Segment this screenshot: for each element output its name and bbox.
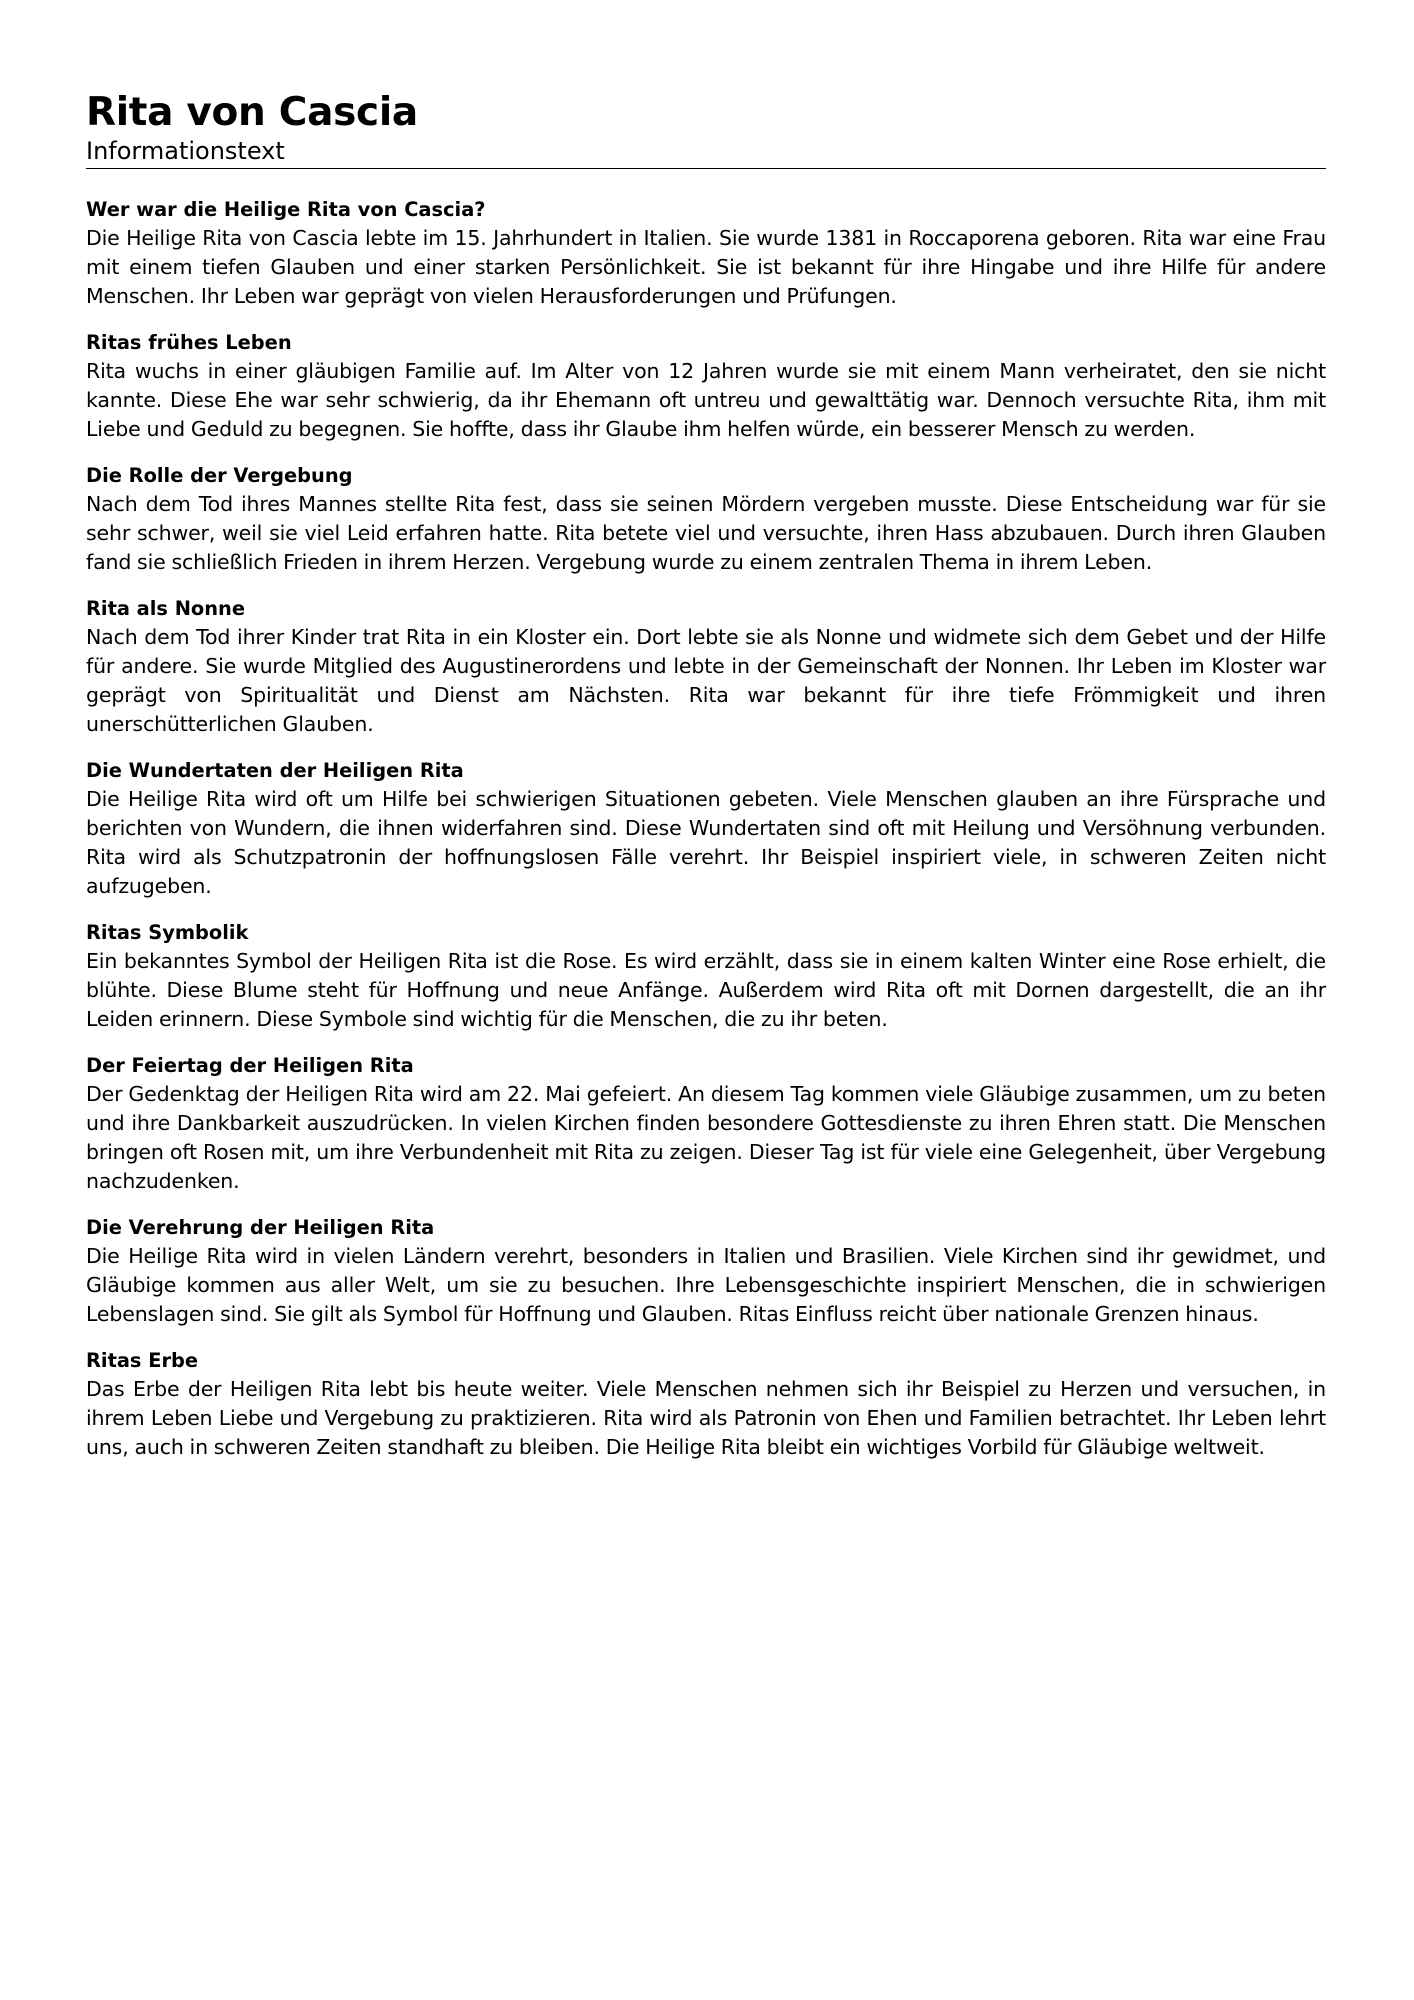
section-rita-als-nonne bbox=[86, 594, 1326, 739]
section-paragraph: Die Heilige Rita wird oft um Hilfe bei schwierigen Situationen gebeten. Viele Menschen glauben an ihre Fürsprache und berichten von Wundern, die ihnen widerfahren sind. Diese Wundertaten sind oft mit Heilung und Versöhnung verbunden. Rita wird als Schutzpatronin der hoffnungslosen Fälle verehrt. Ihr Beispiel inspiriert viele, in schweren Zeiten nicht aufzugeben. bbox=[86, 787, 1326, 898]
section-heading: Der Feiertag der Heiligen Rita bbox=[86, 1054, 414, 1077]
section-paragraph: Der Gedenktag der Heiligen Rita wird am 22. Mai gefeiert. An diesem Tag kommen viele Gläubige zusammen, um zu beten und ihre Dankbarkeit auszudrücken. In vielen Kirchen finden besondere Gottesdienste zu ihren Ehren statt. Die Menschen bringen oft Rosen mit, um ihre Verbundenheit mit Rita zu zeigen. Dieser Tag ist für viele eine Gelegenheit, über Vergebung nachzudenken. bbox=[86, 1082, 1326, 1193]
section-paragraph: Nach dem Tod ihres Mannes stellte Rita fest, dass sie seinen Mördern vergeben musste. Diese Entscheidung war für sie sehr schwer, weil sie viel Leid erfahren hatte. Rita betete viel und versuchte, ihren Hass abzubauen. Durch ihren Glauben fand sie schließlich Frieden in ihrem Herzen. Vergebung wurde zu einem zentralen Thema in ihrem Leben. bbox=[86, 492, 1326, 574]
section-wundertaten bbox=[86, 756, 1326, 901]
document-subtitle: Informationstext bbox=[86, 136, 1326, 169]
section-paragraph: Ein bekanntes Symbol der Heiligen Rita ist die Rose. Es wird erzählt, dass sie in einem kalten Winter eine Rose erhielt, die blühte. Diese Blume steht für Hoffnung und neue Anfänge. Außerdem wird Rita oft mit Dornen dargestellt, die an ihr Leiden erinnern. Diese Symbole sind wichtig für die Menschen, die zu ihr beten. bbox=[86, 949, 1326, 1031]
section-heading: Wer war die Heilige Rita von Cascia? bbox=[86, 198, 486, 221]
section-rolle-der-vergebung bbox=[86, 461, 1326, 577]
section-heading: Rita als Nonne bbox=[86, 597, 246, 620]
section-feiertag bbox=[86, 1051, 1326, 1196]
section-wer-war-rita bbox=[86, 195, 1326, 311]
document-content bbox=[86, 195, 1326, 1462]
section-erbe bbox=[86, 1346, 1326, 1462]
section-heading: Die Wundertaten der Heiligen Rita bbox=[86, 759, 464, 782]
section-paragraph: Die Heilige Rita von Cascia lebte im 15. Jahrhundert in Italien. Sie wurde 1381 in Roccaporena geboren. Rita war eine Frau mit einem tiefen Glauben und einer starken Persönlichkeit. Sie ist bekannt für ihre Hingabe und ihre Hilfe für andere Menschen. Ihr Leben war geprägt von vielen Herausforderungen und Prüfungen. bbox=[86, 226, 1326, 308]
document-title: Rita von Cascia bbox=[86, 90, 418, 135]
section-paragraph: Nach dem Tod ihrer Kinder trat Rita in ein Kloster ein. Dort lebte sie als Nonne und widmete sich dem Gebet und der Hilfe für andere. Sie wurde Mitglied des Augustinerordens und lebte in der Gemeinschaft der Nonnen. Ihr Leben im Kloster war geprägt von Spiritualität und Dienst am Nächsten. Rita war bekannt für ihre tiefe Frömmigkeit und ihren unerschütterlichen Glauben. bbox=[86, 625, 1326, 736]
section-heading: Ritas frühes Leben bbox=[86, 331, 292, 354]
section-heading: Die Rolle der Vergebung bbox=[86, 464, 353, 487]
section-heading: Die Verehrung der Heiligen Rita bbox=[86, 1216, 435, 1239]
section-paragraph: Rita wuchs in einer gläubigen Familie auf. Im Alter von 12 Jahren wurde sie mit einem Mann verheiratet, den sie nicht kannte. Diese Ehe war sehr schwierig, da ihr Ehemann oft untreu und gewalttätig war. Dennoch versuchte Rita, ihm mit Liebe und Geduld zu begegnen. Sie hoffte, dass ihr Glaube ihm helfen würde, ein besserer Mensch zu werden. bbox=[86, 359, 1326, 441]
section-paragraph: Das Erbe der Heiligen Rita lebt bis heute weiter. Viele Menschen nehmen sich ihr Beispiel zu Herzen und versuchen, in ihrem Leben Liebe und Vergebung zu praktizieren. Rita wird als Patronin von Ehen und Familien betrachtet. Ihr Leben lehrt uns, auch in schweren Zeiten standhaft zu bleiben. Die Heilige Rita bleibt ein wichtiges Vorbild für Gläubige weltweit. bbox=[86, 1377, 1326, 1459]
section-fruehes-leben bbox=[86, 328, 1326, 444]
section-heading: Ritas Symbolik bbox=[86, 921, 249, 944]
section-paragraph: Die Heilige Rita wird in vielen Ländern verehrt, besonders in Italien und Brasilien. Viele Kirchen sind ihr gewidmet, und Gläubige kommen aus aller Welt, um sie zu besuchen. Ihre Lebensgeschichte inspiriert Menschen, die in schwierigen Lebenslagen sind. Sie gilt als Symbol für Hoffnung und Glauben. Ritas Einfluss reicht über nationale Grenzen hinaus. bbox=[86, 1244, 1326, 1326]
section-verehrung bbox=[86, 1213, 1326, 1329]
section-heading: Ritas Erbe bbox=[86, 1349, 199, 1372]
document-page bbox=[86, 90, 1326, 1479]
section-symbolik bbox=[86, 918, 1326, 1034]
